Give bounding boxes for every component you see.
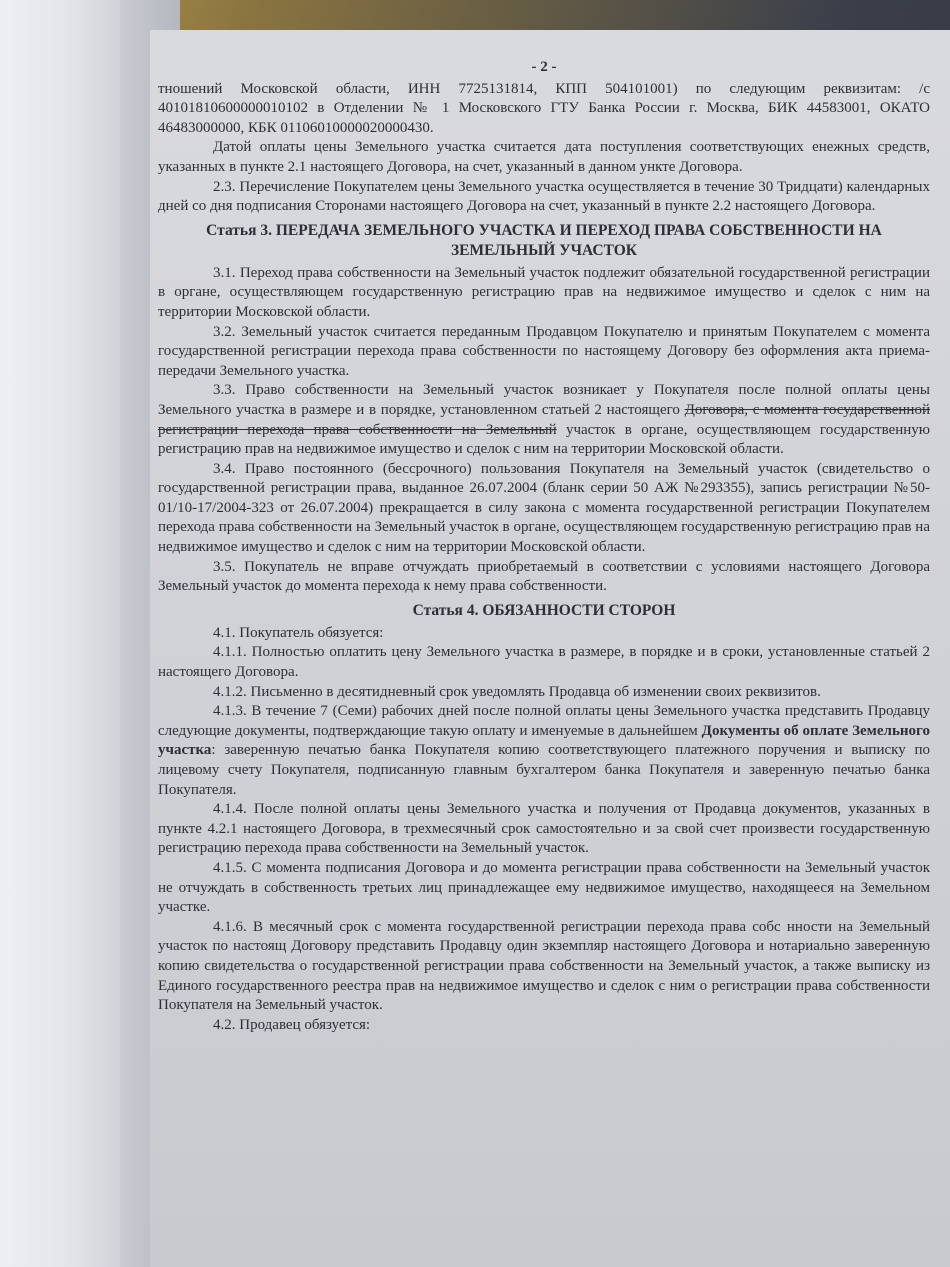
paragraph-3-4: 3.4. Право постоянного (бессрочного) пользования Покупателя на Земельный участок (свидетельство о государственной регистрации права, выданное 26.07.2004 (бланк серии 50 АЖ №293355), запись регистрации №50-01/10-17/2004-323 от 26.07.2004) прекращается в силу закона с момента государственной регистрации Покупателем перехода права собственности на Земельный участок в органе, осуществляющем государственную регистрацию прав на недвижимое имущество и сделок с ним на территории Московской области. [158,460,930,556]
paragraph-4-1-3 [158,702,930,800]
paragraph-3-5: 3.5. Покупатель не вправе отчуждать приобретаемый в соответствии с условиями настоящего Договора Земельный участок до момента перехода к нему права собственности. [158,558,930,595]
paragraph-4-2: 4.2. Продавец обязуется: [213,1016,371,1033]
paragraph-3-3-part1: 3.3. Право собственности на Земельный участок возникает у Покупателя после полной оплаты цены Земельного участка в размере и в порядке, установленном статьей 2 настоящего [158,382,930,418]
paragraph-3-3-struck: Договора, с момента государственной регистрации перехода права собственности на Земельный [158,401,930,438]
paragraph-4-1-3-bold: Документы об оплате Земельного участка [158,722,930,759]
paragraph-4-1-6: 4.1.6. В месячный срок с момента государственной регистрации перехода права собс нности на Земельный участок по настоящ Договору представить Продавцу один экземпляр настоящего Договора и нотариально заверенную копию свидетельства о государственной регистрации права собственности на Земельный участок, а также выписку из Единого государственного реестра прав на недвижимое имущество и сделок с ним о регистрации права собственности Покупателя на Земельный участок. [158,918,930,1014]
paragraph-4-1-5: 4.1.5. С момента подписания Договора и до момента регистрации права собственности на Земельный участок не отчуждать в собственность третьих лиц принадлежащее ему недвижимое имущество, находящееся на Земельном участке. [158,859,930,916]
paragraph-4-1-4: 4.1.4. После полной оплаты цены Земельного участка и получения от Продавца документов, указанных в пункте 4.2.1 настоящего Договора, в трехмесячный срок самостоятельно и за свой счет произвести государственную регистрацию перехода права собственности на Земельный участок. [158,801,930,857]
paragraph-payment-date: Датой оплаты цены Земельного участка считается дата поступления соответствующих енежных средств, указанных в пункте 2.1 настоящего Договора, на счет, указанный в данном ункте Договора. [158,139,930,175]
paragraph-2-3: 2.3. Перечисление Покупателем цены Земельного участка осуществляется в течение 30 Тридцати) календарных дней со дня подписания Сторонами настоящего Договора на счет, указанный в пункте 2.2 настоящего Договора. [158,178,930,215]
paragraph-bank-details: тношений Московской области, ИНН 7725131814, КПП 504101001) по следующим реквизитам: /с 40101810600000010102 в Отделении № 1 Московского ГТУ Банка России г. Москва, БИК 44583001, ОКАТО 46483000000, КБК 01106010000020000430. [158,80,930,136]
paragraph-4-1-2: 4.1.2. Письменно в десятидневный срок уведомлять Продавца об изменении своих реквизитов. [213,683,821,700]
paragraph-3-1: 3.1. Переход права собственности на Земельный участок подлежит обязательной государственной регистрации в органе, осуществляющем государственную регистрацию прав на недвижимое имущество и сделок с ним на территории Московской области. [158,264,930,320]
paragraph-3-2: 3.2. Земельный участок считается переданным Продавцом Покупателю и принятым Покупателем с момента государственной регистрации перехода права собственности по настоящему Договору без оформления акта приема-передачи Земельного участка. [158,323,930,379]
page-number: - 2 - [531,59,557,75]
paragraph-4-1: 4.1. Покупатель обязуется: [213,624,384,641]
document-page [150,30,950,1267]
paragraph-3-3-part2: участок в органе, осуществляющем государственную регистрацию прав на недвижимое имущество и сделок с ним на территории Московской области. [158,421,931,458]
paragraph-4-1-1: 4.1.1. Полностью оплатить цену Земельного участка в размере, в порядке и в сроки, установленные статьей 2 настоящего Договора. [158,644,930,681]
article-3-heading: Статья 3. ПЕРЕДАЧА ЗЕМЕЛЬНОГО УЧАСТКА И ПЕРЕХОД ПРАВА СОБСТВЕННОСТИ НА ЗЕМЕЛЬНЫЙ УЧАСТОК [206,221,882,259]
page-content [158,58,930,1035]
binding-left-page [0,0,120,1267]
paragraph-3-3 [158,381,930,459]
paragraph-4-1-3-part2: : заверенную печатью банка Покупателя копию соответствующего платежного поручения и выписку по лицевому счету Покупателя, подписанную главным бухгалтером банка Покупателя и заверенную печатью банка Покупателя. [158,742,930,798]
paragraph-4-1-3-part1: 4.1.3. В течение 7 (Семи) рабочих дней после полной оплаты цены Земельного участка представить Продавцу следующие документы, подтверждающие такую оплату и именуемые в дальнейшем [158,703,930,739]
article-4-heading: Статья 4. ОБЯЗАННОСТИ СТОРОН [412,601,676,619]
